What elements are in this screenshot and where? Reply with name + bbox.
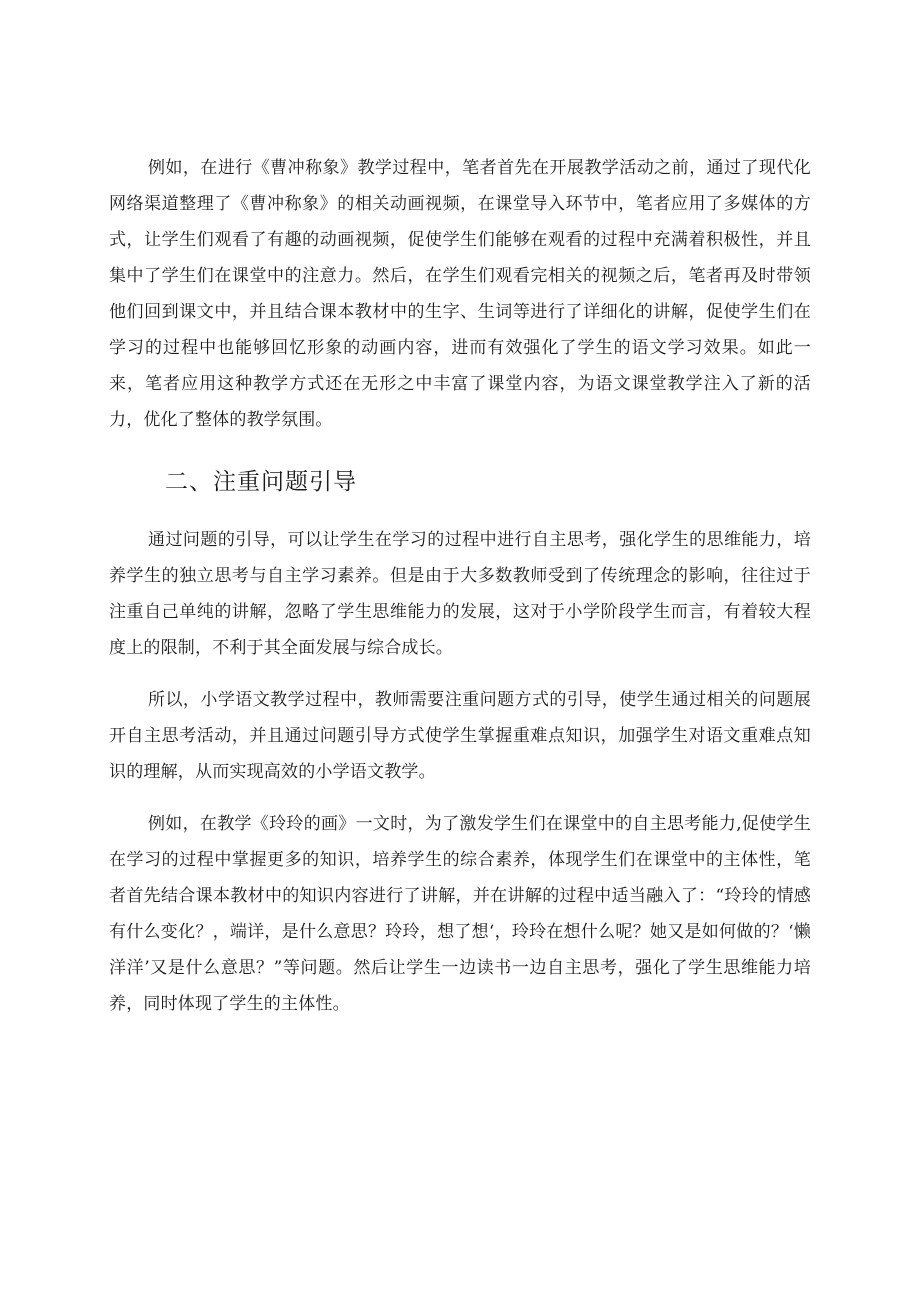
section-heading: 二、注重问题引导 (165, 469, 357, 495)
paragraph-question-guidance: 通过问题的引导，可以让学生在学习的过程中进行自主思考，强化学生的思维能力，培养学生的独立思考与自主学习素养。但是由于大多数教师受到了传统理念的影响，往往过于注重自己单纯的讲解，忽略了学生思维能力的发展，这对于小学阶段学生而言，有着较大程度上的限制，不利于其全面发展与综合成长。 (109, 530, 811, 658)
paragraph-teacher-guidance: 所以，小学语文教学过程中，教师需要注重问题方式的引导，使学生通过相关的问题展开自主思考活动，并且通过问题引导方式使学生掌握重难点知识，加强学生对语文重难点知识的理解，从而实现高效的小学语文教学。 (109, 690, 811, 782)
paragraph-lingling-example: 例如，在教学《玲玲的画》一文时，为了激发学生们在课堂中的自主思考能力,促使学生在学习的过程中掌握更多的知识，培养学生的综合素养，体现学生们在课堂中的主体性，笔者首先结合课本教材中的知识内容进行了讲解，并在讲解的过程中适当融入了：“玲玲的情感有什么变化？，端详，是什么意思？玲玲，想了想‘，玲玲在想什么呢？她又是如何做的？‘懒洋洋’又是什么意思？”等问题。然后让学生一边读书一边自主思考，强化了学生思维能力培养，同时体现了学生的主体性。 (109, 814, 811, 1014)
paragraph-cao-chong-example: 例如，在进行《曹冲称象》教学过程中，笔者首先在开展教学活动之前，通过了现代化网络渠道整理了《曹冲称象》的相关动画视频，在课堂导入环节中，笔者应用了多媒体的方式，让学生们观看了有趣的动画视频，促使学生们能够在观看的过程中充满着积极性，并且集中了学生们在课堂中的注意力。然后，在学生们观看完相关的视频之后，笔者再及时带领他们回到课文中，并且结合课本教材中的生字、生词等进行了详细化的讲解，促使学生们在学习的过程中也能够回忆形象的动画内容，进而有效强化了学生的语文学习效果。如此一来，笔者应用这种教学方式还在无形之中丰富了课堂内容，为语文课堂教学注入了新的活力，优化了整体的教学氛围。 (109, 158, 811, 430)
document-body (109, 150, 811, 1022)
